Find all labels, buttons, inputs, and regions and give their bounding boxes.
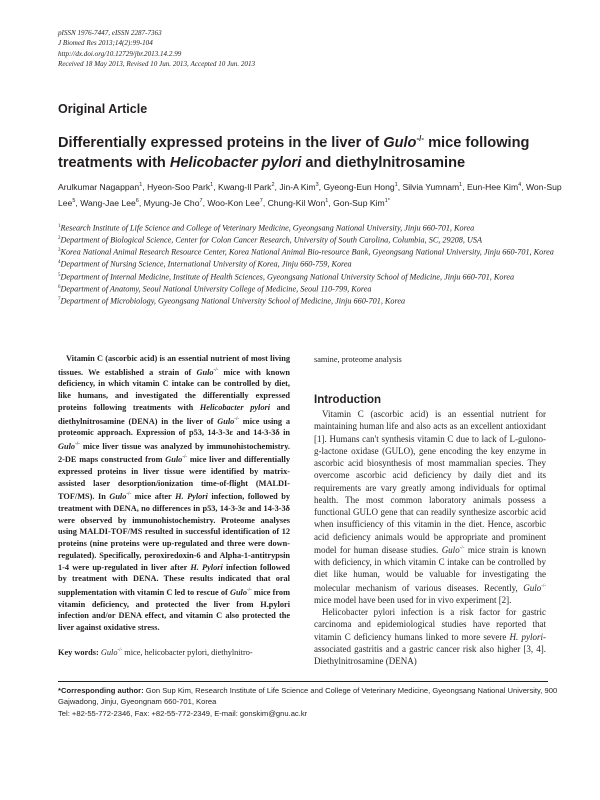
abstract-span: infection, followed by treatment with DENA, no differences in p53, 14-3-3ε and 14-3-3δ were observed by immunohistochemistry. Proteome analyses using MALDI-TOF/MS resulted in successful identification of 12 proteins (nine proteins were up-regulated and three were down-regulated). Specifically, peroxiredoxin-6 and Alpha-1-antitrypsin 1-4 were up-regulated in liver after <box>58 492 290 572</box>
affiliation-item <box>58 271 573 283</box>
gene-name: Gulo <box>523 582 542 593</box>
corresponding-label: *Corresponding author: <box>58 686 144 695</box>
abstract-span: mice liver tissue was analyzed by immunohistochemistry. 2-DE maps constructed from <box>58 441 290 465</box>
title-gene-sup: -/- <box>416 134 425 143</box>
article-type: Original Article <box>58 102 148 116</box>
gene-name: Gulo <box>217 416 235 426</box>
author-name: Kwang-Il Park <box>217 181 272 192</box>
journal-citation: J Biomed Res 2013;14(2):99-104 <box>58 39 153 48</box>
intro-span: -associated gastritis and a gastric cancer risk also higher [3, 4]. Diethylnitrosamine (DENA) <box>314 631 546 666</box>
gene-sup: -/- <box>234 416 240 422</box>
author-name: Gyeong-Eun Hong <box>323 181 395 192</box>
author-affiliation-sup: 7 <box>199 197 203 204</box>
keywords-label: Key words: <box>58 647 99 657</box>
gene-sup: -/- <box>541 583 546 589</box>
author-name: Gon-Sup Kim <box>333 197 385 208</box>
gene-sup: -/- <box>247 588 252 594</box>
gene-name: Gulo <box>109 492 127 502</box>
affiliation-item <box>58 283 573 295</box>
affiliation-number: 5 <box>58 272 61 278</box>
gene-sup: -/- <box>213 367 219 373</box>
affiliation-list <box>58 222 573 307</box>
gene-name: Gulo <box>58 441 76 451</box>
abstract <box>58 353 290 634</box>
title-species: Helicobacter pylori <box>169 154 302 171</box>
abstract-span: mice after <box>131 492 176 502</box>
title-gene: Gulo <box>383 134 417 151</box>
corresponding-author-footnote <box>58 685 558 719</box>
abstract-span: mice from vitamin deficiency, and protected the liver from H.pylori infection and/or DENA effect, and vitamin C also protected the liver against oxidative stress. <box>58 587 290 633</box>
gene-sup: -/- <box>75 441 80 447</box>
introduction-heading: Introduction <box>314 394 382 406</box>
affiliation-text: Department of Internal Medicine, Institute of Health Sciences, Gyeongsang National University School of Medicine, Jinju 660-701, Korea <box>60 272 515 282</box>
author-affiliation-sup: 7 <box>259 197 263 204</box>
keywords-text: mice, helicobacter pylori, diethylnitro- <box>122 647 253 657</box>
affiliation-item <box>58 246 573 258</box>
gene-sup: -/- <box>117 648 123 653</box>
author-affiliation-sup: 1 <box>394 182 398 188</box>
author-name: Chung-Kil Won <box>267 197 326 208</box>
author-name: Wang-Jae Lee <box>80 197 136 208</box>
gene-sup: -/- <box>459 545 465 551</box>
affiliation-text: Department of Microbiology, Gyeongsang National University School of Medicine, Jinju 660-701, Korea <box>60 296 406 306</box>
issn-line: pISSN 1976-7447, eISSN 2287-7363 <box>58 29 162 37</box>
author-name: Woo-Kon Lee <box>207 197 260 208</box>
gene-name: Gulo <box>229 587 248 597</box>
intro-span: Vitamin C (ascorbic acid) is an essential nutrient for maintaining human life and also acts as an excellent antioxidant [1]. Humans can't synthesis vitamin C due to lack of L-gulono-g-lactone oxidase (GULO), gene encoding the key enzyme in ascorbic acid biosynthesis of most mammalian species. They overcome ascorbic acid deficiency by daily diet and its requirements are vary greatly among individuals for optimal health. The most common laboratory animals possess a functional GULO gene that can readily synthesize ascorbic acid when insufficiency of this vitamin in the diet. Hence, ascorbic acid deficiency animals would be appropriate and prominent model for human disease studies. <box>314 409 546 555</box>
affiliation-text: Research Institute of Life Science and College of Veterinary Medicine, Gyeongsang National University, Jinju 660-701, Korea <box>60 223 475 233</box>
intro-span: Helicobacter pylori infection is a risk factor for gastric carcinoma and epidemiological studies have reported that vitamin C deficiency humans linked to more severe <box>314 607 546 642</box>
species-name: H. Pylori <box>190 562 223 572</box>
author-name: Hyeon-Soo Park <box>147 181 211 192</box>
affiliation-text: Department of Nursing Science, International University of Korea, Jinju 660-759, Korea <box>60 260 352 270</box>
title-text: Differentially expressed proteins in the liver of <box>58 134 384 151</box>
author-name: Arulkumar Nagappan <box>58 181 140 192</box>
gene-sup: -/- <box>126 492 132 498</box>
keywords-continued: samine, proteome analysis <box>314 355 402 364</box>
author-name: Myung-Je Cho <box>143 197 200 208</box>
corresponding-address: Gon Sup Kim, Research Institute of Life Science and College of Veterinary Medicine, Gyeongsang National University, 900 Gajwadong, Jinju, Gyeongnam 660-701, Korea <box>58 686 558 707</box>
abstract-span: and diethylnitrosamine (DENA) in the liver of <box>58 402 290 426</box>
author-name: Jin-A Kim <box>279 181 316 192</box>
abstract-span: infection followed by treatment with DENA. These results indicated that oral supplementation with vitamin C led to rescue of <box>58 562 290 597</box>
author-affiliation-sup: 3 <box>315 182 319 188</box>
affiliation-number: 3 <box>58 248 61 254</box>
affiliation-number: 6 <box>58 284 61 290</box>
species-name: Helicobacter pylori <box>199 402 271 412</box>
author-affiliation-sup: 1 <box>325 197 329 204</box>
affiliation-item <box>58 258 573 270</box>
abstract-span: Vitamin C (ascorbic acid) is an essential nutrient of most living tissues. We established a strain of <box>58 354 290 377</box>
author-name: Eun-Hee Kim <box>467 181 519 192</box>
gene-name: Gulo <box>100 647 118 657</box>
intro-span: mice model have been used for in vivo experiment [2]. <box>314 594 512 605</box>
received-dates: Received 18 May 2013, Revised 10 Jun. 2013, Accepted 10 Jun. 2013 <box>58 59 256 68</box>
affiliation-number: 1 <box>58 224 61 229</box>
species-name: H. pylori <box>509 631 543 642</box>
affiliation-text: Department of Anatomy, Seoul National University College of Medicine, Seoul 110-799, Korea <box>60 284 372 294</box>
abstract-span: mice using a proteomic approach. Expression of p53, 14-3-3ε and 14-3-3δ in <box>58 416 290 438</box>
author-affiliation-sup: 1 <box>459 182 463 188</box>
abstract-span: mice liver and differentially expressed proteins in liver tissue were identified by matrix-assisted laser desorption/ionization time-of-flight (MALDI-TOF/MS). In <box>58 455 290 502</box>
title-text: mice following treatments with <box>58 134 530 171</box>
author-affiliation-sup: 1 <box>210 182 214 188</box>
author-affiliation-sup: 5 <box>72 197 76 204</box>
author-name: Won-Sup Lee <box>58 181 562 208</box>
affiliation-text: Korea National Animal Research Resource Center, Korea National Animal Bio-resource Bank, Gyeongsang National University, Jinju 660-701, Korea <box>60 248 554 258</box>
author-affiliation-sup: 6 <box>135 197 139 204</box>
affiliation-text: Department of Biological Science, Center for Colon Cancer Research, University of South Carolina, Columbia, SC, 29208, USA <box>60 235 482 245</box>
abstract-span: mice with known deficiency, in which vitamin C intake can be controlled by diet, like humans, and investigated the differentially expressed proteins following treatments with <box>58 367 290 412</box>
footnote-divider <box>58 681 548 682</box>
affiliation-item <box>58 295 573 307</box>
affiliation-number: 7 <box>58 296 61 302</box>
title-text: and diethylnitrosamine <box>301 154 466 171</box>
doi-link[interactable]: http://dx.doi.org/10.12729/jbr.2013.14.2.99 <box>58 49 182 58</box>
author-name: Silvia Yumnam <box>402 181 460 192</box>
author-affiliation-sup: 4 <box>518 182 522 188</box>
intro-paragraph-1 <box>314 408 546 606</box>
abstract-text <box>58 353 290 634</box>
intro-span: mice strain is known with deficiency, in which vitamin C intake can be controlled by diet like human, would be valuable for investigating the molecular mechanism of various diseases. Recently, <box>314 544 546 593</box>
affiliation-number: 2 <box>58 236 61 242</box>
author-affiliation-sup: 1* <box>384 197 390 204</box>
corresponding-author-address <box>58 685 558 708</box>
gene-name: Gulo <box>165 455 183 465</box>
journal-metadata <box>58 28 255 69</box>
author-list: Arulkumar Nagappan$^1$, Hyeon-Soo Park$^1$, Kwang-Il Park$^2$, Jin-A Kim$^3$, Gyeong-Eun Hong$^1$, Silvia Yumnam$^1$, Eun-Hee Kim$^4$, Won-Sup Lee$^5$, Wang-Jae Lee$^6$, Myung-Je Cho$^7$, Woo-Kon Lee$^7$, Chung-Kil Won$^1$, Gon-Sup Kim$^{1*}$ <box>58 181 562 208</box>
corresponding-contact: Tel: +82-55-772-2346, Fax: +82-55-772-2349, E-mail: gonskim@gnu.ac.kr <box>58 708 308 718</box>
keywords <box>58 645 290 659</box>
affiliation-item <box>58 234 573 246</box>
author-affiliation-sup: 2 <box>271 182 275 188</box>
species-name: H. Pylori <box>175 492 208 502</box>
gene-name: Gulo <box>196 367 214 377</box>
gene-sup: -/- <box>182 455 188 461</box>
author-affiliation-sup: 1 <box>139 182 143 188</box>
affiliation-item <box>58 222 573 234</box>
introduction-body <box>314 408 546 667</box>
affiliation-number: 4 <box>58 260 61 266</box>
intro-paragraph-2 <box>314 606 546 667</box>
gene-name: Gulo <box>441 544 460 555</box>
paper-title <box>58 129 568 173</box>
